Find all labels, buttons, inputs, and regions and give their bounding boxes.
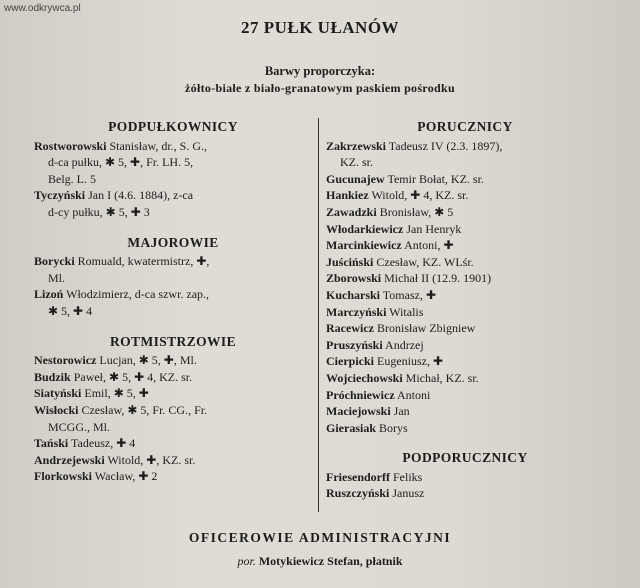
officer-entry-line: [326, 171, 604, 188]
officer-details: d-cy pułku, ✱ 5, ✚ 3: [48, 204, 150, 219]
left-column: [34, 119, 312, 485]
page-title: 27 PUŁK UŁANÓW: [240, 18, 400, 37]
officer-surname: Maciejowski: [326, 404, 391, 419]
officer-entry-line: [34, 385, 312, 402]
officer-surname: Wisłocki: [34, 402, 79, 417]
officer-entry-line: [34, 253, 312, 270]
officer-details: Tadeusz IV (2.3. 1897),: [386, 138, 503, 153]
officer-entry-line: [326, 154, 604, 171]
officer-details: Feliks: [389, 469, 423, 484]
officer-entry-line: [34, 435, 312, 452]
officer-surname: Marcinkiewicz: [326, 238, 402, 253]
officer-surname: Siatyński: [34, 386, 82, 401]
officer-entry-line: [34, 138, 312, 155]
officer-entry-line: [326, 353, 604, 370]
officer-surname: Gierasiak: [326, 420, 376, 435]
barwy-label: Barwy proporczyka:: [264, 64, 376, 78]
officer-surname: Wojciechowski: [326, 370, 403, 385]
officer-details: Emil, ✱ 5, ✚: [81, 386, 149, 401]
officer-entry-line: [326, 403, 604, 420]
officer-entry-line: [34, 352, 312, 369]
officer-entry-line: [34, 369, 312, 386]
officer-surname: Budzik: [34, 369, 71, 384]
officer-details: Lucjan, ✱ 5, ✚, Ml.: [96, 353, 197, 368]
officer-entry-line: [34, 303, 312, 320]
officer-entry-line: [326, 304, 604, 321]
officer-surname: Andrzejewski: [34, 452, 105, 467]
officer-details: ✱ 5, ✚ 4: [48, 303, 93, 318]
officer-details: Ml.: [48, 270, 66, 285]
officer-details: Tomasz, ✚: [380, 287, 437, 302]
officer-details: Witalis: [386, 304, 424, 319]
officer-entry-line: [326, 138, 604, 155]
officer-details: Temir Bołat, KZ. sr.: [384, 171, 484, 186]
officer-surname: Włodarkiewicz: [326, 221, 404, 236]
section-rotmistrzowie: [34, 352, 312, 485]
barwy-description: żółto-białe z biało-granatowym paskiem pośrodku: [185, 81, 455, 95]
officer-details: Jan I (4.6. 1884), z-ca: [85, 188, 194, 203]
officer-surname: Pruszyński: [326, 337, 383, 352]
footer-rest: Stefan, płatnik: [324, 554, 403, 568]
officer-details: MCGG., Ml.: [48, 419, 111, 434]
officer-details: Jan Henryk: [403, 221, 462, 236]
footer-heading: OFICEROWIE ADMINISTRACYJNI: [188, 530, 452, 545]
watermark: www.odkrywca.pl: [4, 3, 81, 14]
officer-details: Witold, ✚, KZ. sr.: [104, 452, 196, 467]
officer-details: Antoni, ✚: [401, 238, 454, 253]
officer-details: Belg. L. 5: [48, 171, 96, 186]
officer-entry-line: [34, 419, 312, 436]
footer-name: Motykiewicz: [258, 554, 325, 568]
officer-details: Czesław, KZ. WLśr.: [373, 254, 474, 269]
officer-entry-line: [34, 270, 312, 287]
section-podpulkownicy: [34, 138, 312, 221]
right-column: [326, 119, 604, 502]
officer-details: d-ca pułku, ✱ 5, ✚, Fr. LH. 5,: [48, 155, 194, 170]
officer-entry-line: [326, 254, 604, 271]
officer-entry-line: [34, 402, 312, 419]
officer-entry-line: [34, 468, 312, 485]
officer-entry-line: [34, 286, 312, 303]
officer-entry-line: [34, 452, 312, 469]
officer-surname: Friesendorff: [326, 469, 390, 484]
officer-surname: Zawadzki: [326, 204, 377, 219]
officer-details: Stanisław, dr., S. G.,: [106, 138, 208, 153]
officer-entry-line: [326, 320, 604, 337]
officer-surname: Borycki: [34, 254, 75, 269]
officer-details: Tadeusz, ✚ 4: [68, 436, 136, 451]
officer-entry-line: [326, 469, 604, 486]
officer-surname: Cierpicki: [326, 354, 374, 369]
officer-details: Michał, KZ. sr.: [402, 370, 479, 385]
section-majorowie: [34, 253, 312, 319]
officer-entry-line: [326, 221, 604, 238]
officer-surname: Ruszczyński: [326, 486, 390, 501]
officer-details: Janusz: [389, 486, 425, 501]
officer-details: Czesław, ✱ 5, Fr. CG., Fr.: [78, 402, 208, 417]
officer-details: Jan: [390, 404, 410, 419]
officer-entry-line: [326, 420, 604, 437]
officer-details: Bronisław Zbigniew: [373, 321, 476, 336]
officer-details: Romuald, kwatermistrz, ✚,: [74, 254, 210, 269]
officer-details: KZ. sr.: [340, 155, 373, 170]
section-porucznicy: [326, 138, 604, 437]
section-heading-podporucznicy: PODPORUCZNICY: [402, 450, 528, 466]
officer-surname: Florkowski: [34, 469, 93, 484]
officer-details: Michał II (12.9. 1901): [381, 271, 492, 286]
section-podporucznicy: [326, 469, 604, 502]
officer-entry-line: [34, 204, 312, 221]
officer-details: Włodzimierz, d-ca szwr. zap.,: [63, 287, 210, 302]
section-heading-rotmistrzowie: ROTMISTRZOWIE: [110, 333, 236, 349]
officer-surname: Nestorowicz: [34, 353, 97, 368]
officer-details: Wacław, ✚ 2: [92, 469, 158, 484]
officer-surname: Gucunajew: [326, 171, 385, 186]
officer-entry-line: [34, 187, 312, 204]
officer-surname: Juściński: [326, 254, 374, 269]
footer-role: por.: [237, 554, 256, 568]
officer-surname: Marczyński: [326, 304, 387, 319]
officer-surname: Kucharski: [326, 287, 381, 302]
officer-entry-line: [326, 204, 604, 221]
officer-surname: Zborowski: [326, 271, 382, 286]
officer-surname: Rostworowski: [34, 138, 107, 153]
officer-surname: Lizoń: [34, 287, 64, 302]
officer-surname: Racewicz: [326, 321, 374, 336]
column-divider: [318, 118, 319, 512]
section-heading-porucznicy: PORUCZNICY: [417, 119, 513, 134]
officer-entry-line: [34, 171, 312, 188]
officer-entry-line: [326, 337, 604, 354]
officer-entry-line: [326, 287, 604, 304]
officer-entry-line: [326, 270, 604, 287]
officer-surname: Zakrzewski: [326, 138, 386, 153]
officer-details: Paweł, ✱ 5, ✚ 4, KZ. sr.: [70, 369, 193, 384]
officer-details: Eugeniusz, ✚: [374, 354, 444, 369]
officer-entry-line: [326, 387, 604, 404]
officer-surname: Tański: [34, 436, 69, 451]
footer-entry: [0, 554, 640, 569]
section-heading-podpulkownicy: PODPUŁKOWNICY: [108, 119, 238, 134]
officer-surname: Hankiez: [326, 188, 369, 203]
officer-entry-line: [326, 485, 604, 502]
section-heading-majorowie: MAJOROWIE: [127, 234, 219, 250]
officer-details: Andrzej: [382, 337, 424, 352]
officer-entry-line: [326, 187, 604, 204]
officer-entry-line: [326, 237, 604, 254]
officer-details: Bronisław, ✱ 5: [376, 204, 454, 219]
officer-entry-line: [34, 154, 312, 171]
officer-details: Antoni: [394, 387, 431, 402]
officer-details: Borys: [376, 420, 408, 435]
officer-surname: Próchniewicz: [326, 387, 395, 402]
officer-entry-line: [326, 370, 604, 387]
officer-surname: Tyczyński: [34, 188, 86, 203]
officer-details: Witold, ✚ 4, KZ. sr.: [368, 188, 469, 203]
